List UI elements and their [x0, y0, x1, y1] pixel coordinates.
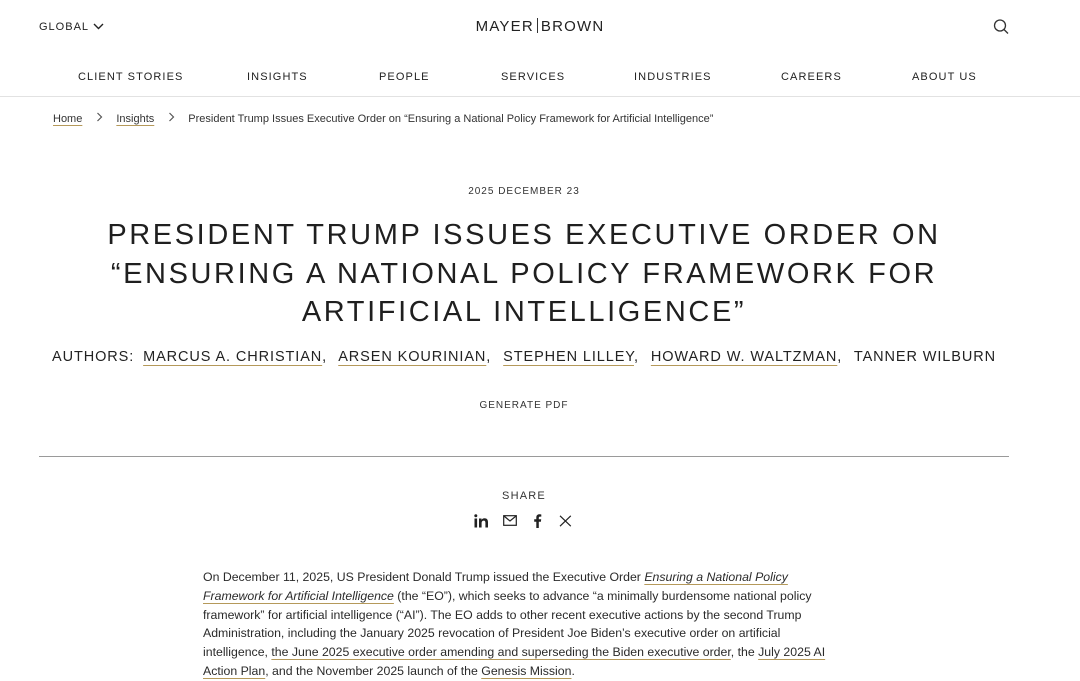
- chevron-right-icon: [82, 112, 116, 125]
- search-icon[interactable]: [992, 18, 1010, 36]
- email-icon[interactable]: [502, 513, 517, 528]
- body-text: (the “EO”), which seeks to advance “a minimally burdensome national policy framework” for artificial intelligence (“AI”). The EO adds to other recent executive actions by the second Trump Administration, including the January 2025 revocation of President Joe Biden’s executive order on artificial intelligence,: [203, 588, 812, 660]
- title-line: “ENSURING A NATIONAL POLICY FRAMEWORK FOR: [110, 257, 938, 290]
- breadcrumb-current: President Trump Issues Executive Order on “Ensuring a National Policy Framework for Artificial Intelligence”: [188, 112, 714, 125]
- linkedin-icon[interactable]: [474, 513, 489, 528]
- section-divider: [39, 456, 1009, 457]
- june-2025-eo-link[interactable]: the June 2025 executive order amending and superseding the Biden executive order: [271, 645, 731, 660]
- top-bar: [0, 0, 1080, 56]
- nav-item-people[interactable]: PEOPLE: [379, 71, 430, 83]
- author-link[interactable]: STEPHEN LILLEY: [503, 349, 634, 365]
- x-icon[interactable]: [558, 513, 573, 528]
- logo-text-left: MAYER: [475, 18, 534, 35]
- author-link[interactable]: MARCUS A. CHRISTIAN: [143, 349, 323, 365]
- breadcrumb-insights[interactable]: Insights: [116, 112, 155, 125]
- nav-item-about-us[interactable]: ABOUT US: [912, 71, 977, 83]
- nav-item-industries[interactable]: INDUSTRIES: [634, 71, 712, 83]
- breadcrumb-home[interactable]: Home: [53, 112, 83, 125]
- title-line: PRESIDENT TRUMP ISSUES EXECUTIVE ORDER ON: [107, 219, 941, 251]
- nav-item-insights[interactable]: INSIGHTS: [247, 71, 308, 83]
- main-nav: [0, 68, 1080, 88]
- logo-divider: [537, 18, 538, 33]
- chevron-right-icon: [154, 112, 188, 125]
- generate-pdf-button[interactable]: GENERATE PDF: [479, 400, 569, 411]
- facebook-icon[interactable]: [530, 513, 545, 528]
- nav-divider: [0, 96, 1080, 97]
- authors-label: AUTHORS:: [52, 349, 135, 365]
- logo-text-right: BROWN: [540, 18, 605, 35]
- article-date: 2025 DECEMBER 23: [468, 186, 580, 197]
- authors-list: AUTHORS: MARCUS A. CHRISTIAN, ARSEN KOURINIAN, STEPHEN LILLEY, HOWARD W. WALTZMAN, TANNER WILBURN: [52, 349, 996, 365]
- executive-order-link[interactable]: Ensuring a National Policy Framework for Artificial Intelligence: [203, 570, 788, 603]
- title-line: ARTIFICIAL INTELLIGENCE”: [301, 296, 747, 328]
- author-name: TANNER WILBURN: [853, 349, 996, 365]
- nav-item-services[interactable]: SERVICES: [501, 71, 566, 83]
- body-text: , the: [730, 645, 759, 660]
- nav-item-client-stories[interactable]: CLIENT STORIES: [78, 71, 184, 83]
- genesis-mission-link[interactable]: Genesis Mission: [481, 663, 572, 678]
- author-link[interactable]: HOWARD W. WALTZMAN: [650, 349, 838, 365]
- nav-item-careers[interactable]: CAREERS: [781, 71, 842, 83]
- author-link[interactable]: ARSEN KOURINIAN: [338, 349, 487, 365]
- body-text: On December 11, 2025, US President Donald Trump issued the Executive Order: [203, 570, 645, 584]
- page-title: [90, 216, 958, 332]
- share-icons: [474, 513, 573, 528]
- article-body-paragraph: [203, 568, 843, 681]
- ai-action-plan-link[interactable]: July 2025 AI Action Plan: [203, 645, 826, 678]
- share-label: SHARE: [502, 490, 546, 502]
- breadcrumb: [53, 112, 713, 125]
- region-label: GLOBAL: [39, 21, 90, 33]
- mayer-brown-logo[interactable]: [0, 18, 1080, 35]
- body-text: .: [571, 663, 575, 678]
- body-text: , and the November 2025 launch of the: [265, 663, 482, 678]
